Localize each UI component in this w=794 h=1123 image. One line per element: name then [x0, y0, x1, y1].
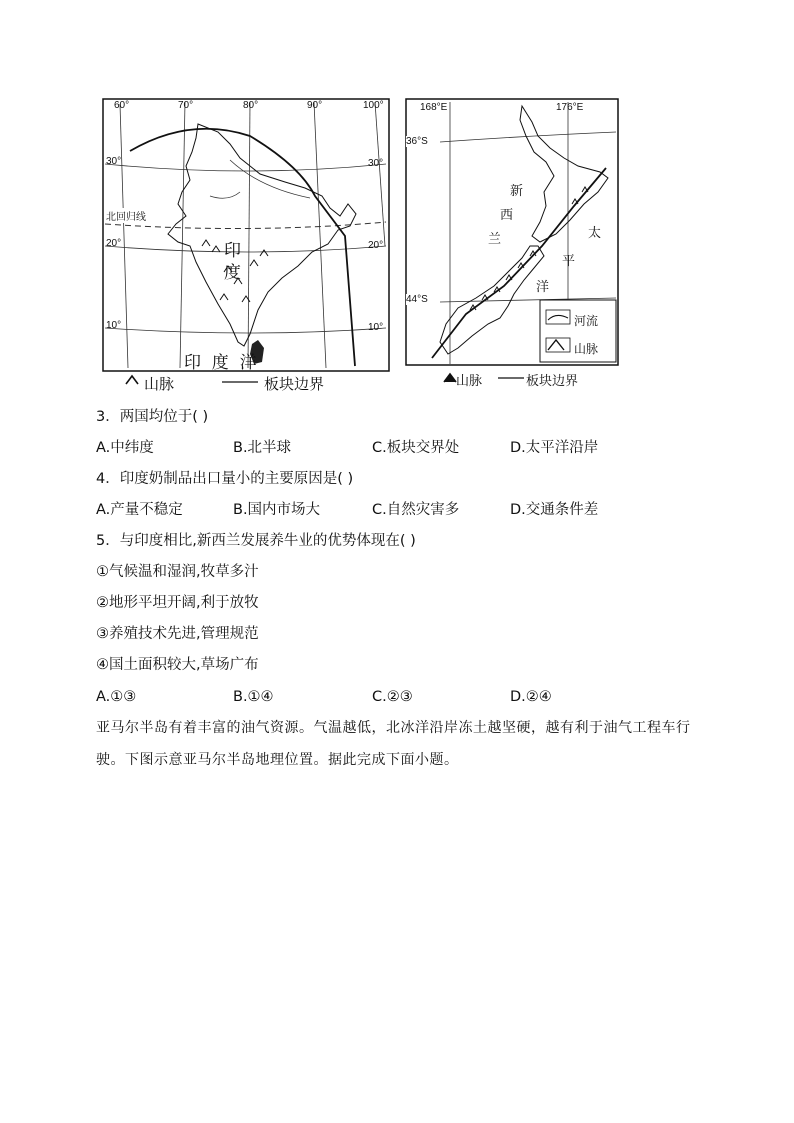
lat-label-20-right: 20° [368, 240, 384, 251]
nz-legend-mountain-label: 山脉 [574, 342, 599, 356]
q5-option-b: B.①④ [233, 689, 274, 705]
lat-label-30-left: 30° [106, 156, 122, 167]
lon-label-60: 60° [114, 100, 130, 111]
lat-label-10-right: 10° [368, 322, 384, 333]
q5-option-c: C.②③ [372, 689, 413, 705]
q3-option-c: C.板块交界处 [372, 440, 460, 456]
nz-country-char-2: 西 [500, 208, 514, 223]
question-5-stem: 5．与印度相比,新西兰发展养牛业的优势体现在( ) [96, 533, 416, 549]
q4-option-a: A.产量不稳定 [96, 502, 183, 518]
nz-ocean-char-1: 太 [588, 226, 602, 241]
lat-label-20-left: 20° [106, 238, 122, 249]
nz-lat-label-36: 36°S [406, 136, 428, 147]
q5-statement-3: ③养殖技术先进,管理规范 [96, 626, 259, 642]
nz-lon-label-176: 176°E [556, 102, 584, 113]
nz-lon-label-168: 168°E [420, 102, 448, 113]
lon-label-80: 80° [243, 100, 259, 111]
q5-statement-4: ④国土面积较大,草场广布 [96, 657, 259, 673]
nz-lat-label-44: 44°S [406, 294, 428, 305]
nz-bottom-legend-boundary: 板块边界 [526, 374, 579, 389]
lon-label-100: 100° [363, 100, 384, 111]
lat-label-10-left: 10° [106, 320, 122, 331]
tropic-label: 北回归线 [106, 208, 146, 223]
lon-label-70: 70° [178, 100, 194, 111]
q4-option-c: C.自然灾害多 [372, 502, 460, 518]
q4-option-b: B.国内市场大 [233, 502, 321, 518]
q4-option-d: D.交通条件差 [510, 502, 599, 518]
question-4-stem: 4．印度奶制品出口量小的主要原因是( ) [96, 471, 354, 487]
q5-option-a: A.①③ [96, 689, 137, 705]
q5-statement-2: ②地形平坦开阔,利于放牧 [96, 595, 259, 611]
question-3-stem: 3．两国均位于( ) [96, 409, 209, 425]
nz-legend-river-label: 河流 [574, 314, 599, 328]
nz-ocean-char-3: 洋 [536, 280, 550, 295]
legend-mountain-label: 山脉 [144, 375, 175, 393]
ocean-label: 印 度 洋 [184, 353, 257, 373]
q5-statement-1: ①气候温和湿润,牧草多汁 [96, 564, 259, 580]
passage-text: 亚马尔半岛有着丰富的油气资源。气温越低，北冰洋沿岸冻土越坚硬，越有利于油气工程车行驶。下图示意亚马尔半岛地理位置。据此完成下面小题。 [96, 720, 691, 768]
country-char-2: 度 [224, 263, 241, 283]
q3-option-d: D.太平洋沿岸 [510, 440, 599, 456]
nz-ocean-char-2: 平 [562, 254, 576, 269]
q3-option-b: B.北半球 [233, 440, 292, 456]
lat-label-30-right: 30° [368, 158, 384, 169]
nz-bottom-legend-mountain: 山脉 [456, 374, 483, 389]
maps-figure [100, 96, 620, 396]
q3-option-a: A.中纬度 [96, 440, 154, 456]
nz-country-char-1: 新 [510, 184, 524, 199]
country-char-1: 印 [224, 241, 241, 261]
legend-boundary-label: 板块边界 [264, 375, 325, 393]
nz-country-char-3: 兰 [488, 232, 502, 247]
q5-option-d: D.②④ [510, 689, 552, 705]
lon-label-90: 90° [307, 100, 323, 111]
